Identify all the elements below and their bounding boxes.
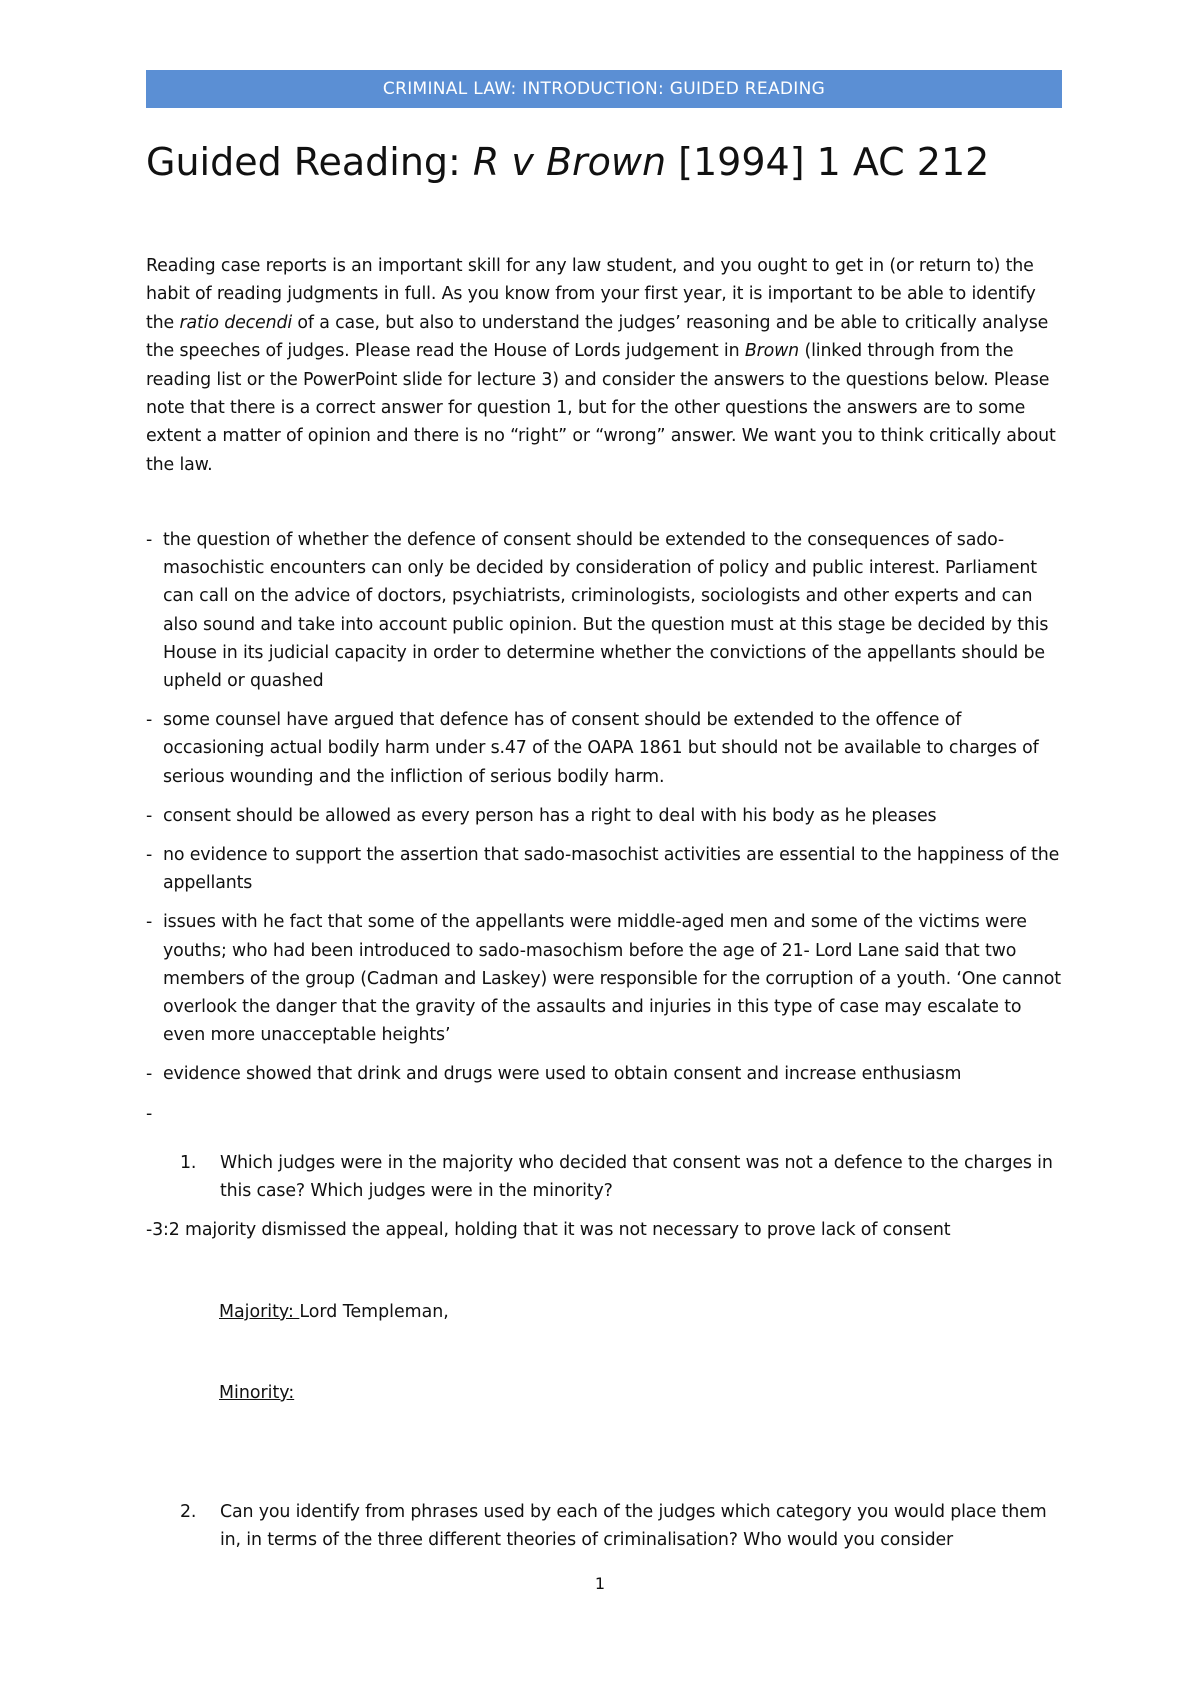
minority-line	[219, 1379, 294, 1407]
intro-part2: of a case, but also to understand the judges’ reasoning and be able to critically analyse the speeches of judges. Please read the House of Lords judgement in	[146, 312, 1049, 362]
list-item	[146, 841, 1066, 897]
dash-marker: -	[146, 805, 153, 826]
notes-list	[146, 526, 1066, 1124]
dash-marker: -	[146, 1064, 153, 1085]
intro-part3: (linked through from the reading list or the PowerPoint slide for lecture 3) and consider the answers to the questions below. Please note that there is a correct answer for question 1, but for the other questions the answers are to some extent a matter of opinion and there is no “right” or “wrong” answer. We want you to think critically about the law.	[146, 341, 1056, 475]
list-item-text: no evidence to support the assertion that sado-masochist activities are essential to the happiness of the appellants	[163, 845, 1060, 894]
majority-label: Majority:	[219, 1302, 300, 1322]
page-title	[146, 140, 989, 184]
title-citation: [1994] 1 AC 212	[666, 140, 990, 184]
list-item	[146, 908, 1066, 1049]
intro-part1: Reading case reports is an important skill for any law student, and you ought to get in (or return to) the habit of reading judgments in full. As you know from your first year, it is important to be able to identify the	[146, 256, 1036, 333]
list-item-text: the question of whether the defence of consent should be extended to the consequences of sado-masochistic encounters can only be decided by consideration of policy and public interest. Parliament can call on the advice of doctors, psychiatrists, criminologists, sociologists and other experts and can also sound and take into account public opinion. But the question must at this stage be decided by this House in its judicial capacity in order to determine whether the convictions of the appellants should be upheld or quashed	[163, 530, 1049, 692]
majority-line	[219, 1298, 449, 1326]
page-number: 1	[594, 1574, 606, 1593]
question-text: Can you identify from phrases used by each of the judges which category you would place them in, in terms of the three different theories of criminalisation? Who would you consider	[220, 1502, 1047, 1551]
list-item-text: issues with he fact that some of the appellants were middle-aged men and some of the victims were youths; who had been introduced to sado-masochism before the age of 21- Lord Lane said that two members of the group (Cadman and Laskey) were responsible for the corruption of a youth. ‘One cannot overlook the danger that the gravity of the assaults and injuries in this type of case may escalate to even more unacceptable heights’	[163, 912, 1061, 1046]
title-case-name: R v Brown	[472, 140, 667, 184]
list-item	[146, 1060, 1066, 1088]
list-item	[146, 526, 1066, 695]
intro-ratio: ratio decendi	[179, 312, 293, 333]
list-item-text: evidence showed that drink and drugs were used to obtain consent and increase enthusiasm	[163, 1064, 962, 1085]
dash-marker: -	[146, 530, 153, 550]
question-1-answer: -3:2 majority dismissed the appeal, holding that it was not necessary to prove lack of consent	[146, 1220, 951, 1240]
dash-marker: -	[146, 912, 153, 933]
list-item	[146, 706, 1066, 791]
intro-brown: Brown	[744, 341, 800, 362]
dash-marker: -	[146, 1103, 153, 1124]
question-1	[180, 1149, 1060, 1206]
question-2	[180, 1498, 1060, 1555]
list-item	[146, 802, 1066, 830]
dash-marker: -	[146, 710, 153, 731]
intro-paragraph	[146, 252, 1066, 479]
list-item-text: consent should be allowed as every person has a right to deal with his body as he pleases	[163, 805, 937, 826]
question-number: 2.	[180, 1502, 197, 1522]
list-item-text: some counsel have argued that defence has of consent should be extended to the offence of occasioning actual bodily harm under s.47 of the OAPA 1861 but should not be available to charges of serious wounding and the infliction of serious bodily harm.	[163, 710, 1039, 787]
running-header-bar	[146, 70, 1062, 108]
majority-value: Lord Templeman,	[299, 1302, 449, 1322]
title-prefix: Guided Reading:	[146, 140, 473, 184]
minority-label: Minority:	[219, 1383, 295, 1403]
question-number: 1.	[180, 1153, 197, 1173]
question-text: Which judges were in the majority who decided that consent was not a defence to the charges in this case? Which judges were in the minority?	[220, 1153, 1053, 1202]
running-header-text: CRIMINAL LAW: INTRODUCTION: GUIDED READING	[382, 79, 826, 99]
dash-marker: -	[146, 845, 153, 866]
